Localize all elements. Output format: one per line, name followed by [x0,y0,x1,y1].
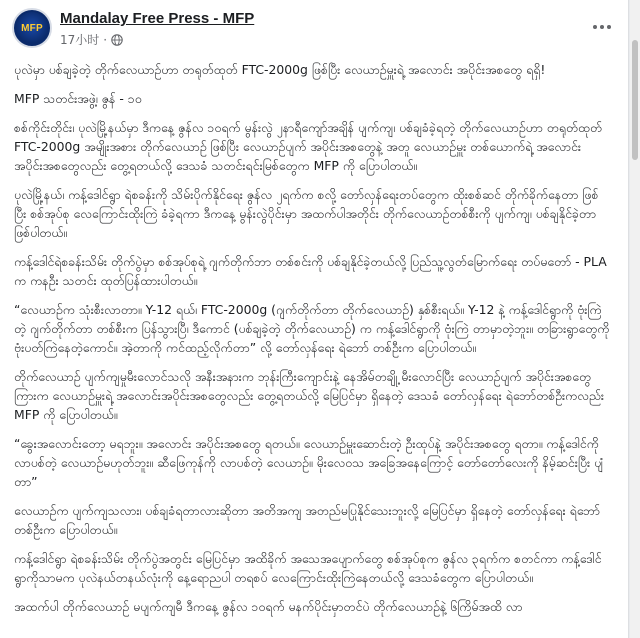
post-body [14,60,610,626]
more-options-button[interactable] [586,8,618,40]
post-header [0,0,628,56]
avatar[interactable] [12,8,52,48]
post-paragraph: လေယာဉ်က ပျက်ကျသလား၊ ပစ်ချခံရတာလားဆိုတာ အတိအကျ အတည်မပြုနိုင်သေးဘူးလို့ မြေပြင်မှာ ရှိနေတဲ့ တော်လှန်ရေး ရဲဘော်တစ်ဦးက ပြောပါတယ်။ [14,503,601,537]
post-paragraph: ကန့်ဒေါင်ရွာ ရဲစခန်းသိမ်း တိုက်ပွဲအတွင်း မြေပြင်မှာ အထိခိုက် အသေအပျောက်တွေ စစ်အုပ်စုက ဇွန်လ ၃ရက်က စတင်ကာ ကန့်ဒေါင်ရွာကိုသာမက ပုလဲနယ်တနယ်လုံးကို နေ့ရောညပါ တရစပ် လေကြောင်းထိုးကြဲနေတယ်လို့ ဒေသခံတွေက ပြောပါတယ်။ [14,551,602,585]
scrollbar-thumb[interactable] [632,40,638,160]
post-meta [60,31,123,48]
post-time[interactable]: 17小时 [60,33,100,47]
avatar-text: MFP [21,22,43,34]
avatar-logo [16,12,48,44]
meta-separator: · [103,32,108,47]
post-quote: “ခွေးအလောင်းတော့ မရဘူး။ အလောင်း အပိုင်းအစတွေ ရတယ်။ လေယာဉ်မှူးဆောင်းတဲ့ ဦးထုပ်နဲ့ အပိုင်းအစတွေ ရတာ။ ကန့်ဒေါင်ကို လာပစ်တဲ့ လေယာဉ်မဟုတ်ဘူး။ ဆီဖြေကုန်ကို လာပစ်တဲ့ လေယာဉ်။ မိုးလေဝသ အခြေအနေကြောင့် တော်တော်လေးကို နိမ့်ဆင်းပြီး ပျံတာ” [14,436,604,489]
post-paragraph: ကန့်ဒေါင်ရဲစခန်းသိမ်း တိုက်ပွဲမှာ စစ်အုပ်စုရဲ့ ဂျက်တိုက်ဘာ တစ်စင်းကို ပစ်ချနိုင်ခဲ့တယ်လို့ ပြည်သူ့လွတ်မြောက်ရေး တပ်မတော် - PLA က ကနဦး သတင်း ထုတ်ပြန်ထားပါတယ်။ [14,254,607,288]
post-paragraph: အထက်ပါ တိုက်လေယာဉ် မပျက်ကျမီ ဒီကနေ့ ဇွန်လ ၁၀ရက် မနက်ပိုင်းမှာတင်ပဲ တိုက်လေယာဉ်နဲ့ ၆ကြိမ်အထိ လာ [14,599,523,614]
post-paragraph: စစ်ကိုင်းတိုင်း၊ ပုလဲမြို့နယ်မှာ ဒီကနေ့ ဇွန်လ ၁၀ရက် မွန်းလွဲ ၂နာရီကျော်အချိန် ပျက်ကျ၊ ပစ်ချခံခဲ့ရတဲ့ တိုက်လေယာဉ်ဟာ တရုတ်ထုတ် FTC-2000g အမျိုးအစား တိုက်လေယာဉ် ဖြစ်ပြီး လေယာဉ်ပျက် အပိုင်းအစတွေနဲ့ အတူ လေယာဉ်မှူး တစ်ယောက်ရဲ့ အလောင်းအပိုင်းအစတွေလည်း တွေ့ရတယ်လို့ ဒေသခံ သတင်းရင်းမြစ်တွေက MFP ကို ပြောပါတယ်။ [14,120,603,173]
post-quote: “လေယာဉ်က သုံးစီးလာတာ။ Y-12 ရယ်၊ FTC-2000g (ဂျက်တိုက်တာ တိုက်လေယာဉ်) နှစ်စီးရယ်။ Y-12 နဲ့ ကန့်ဒေါင်ရွာကို ဗုံးကြဲတဲ့ ဂျက်တိုက်တာ တစ်စီးက ပြန်သွားပြီ၊ ဒီကောင် (ပစ်ချခဲ့တဲ့ တိုက်လေယာဉ်) က ကန့်ဒေါင်ရွာကို ဗုံးကြဲ တာမှာတဲ့ဘူး။ တခြားရွာတွေကို ဗုံးပတ်ကြဲနေတဲ့ကောင်။ အဲ့တာကို ကင်ထည့်လိုက်တာ” လို့ တော်လှန်ရေး ရဲဘော် တစ်ဦးက ပြောပါတယ်။ [14,302,610,355]
post-headline: ပုလဲမှာ ပစ်ချခဲ့တဲ့ တိုက်လေယာဉ်ဟာ တရုတ်ထုတ် FTC-2000g ဖြစ်ပြီး လေယာဉ်မှူးရဲ့ အလောင်း အပိုင်းအစတွေ ရရှိ! [14,62,546,77]
post-paragraph: ပုလဲမြို့နယ်၊ ကန့်ဒေါင်ရွာ ရဲစခန်းကို သိမ်းပိုက်နိုင်ရေး ဇွန်လ ၂ရက်က စလို့ တော်လှန်ရေးတပ်တွေက ထိုးစစ်ဆင် တိုက်ခိုက်နေတာ ဖြစ်ပြီး စစ်အုပ်စု လေကြောင်းထိုးကြဲ ခံခဲ့ရကာ ဒီကနေ့ မွန်းလွဲပိုင်းမှာ အထက်ပါအတိုင်း တိုက်လေယာဉ်တစ်စီးကို ပျက်ကျ၊ ပစ်ချနိုင်ခဲ့တာ ဖြစ်ပါတယ်။ [14,187,599,240]
post-paragraph: တိုက်လေယာဉ် ပျက်ကျမှုမီးလောင်သလို အနီးအနားက ဘုန်းကြီးကျောင်းနဲ့ နေအိမ်တချို့ မီးလောင်ပြီး လေယာဉ်ပျက် အပိုင်းအစတွေကြားက လေယာဉ်မှူးရဲ့ အလောင်းအပိုင်းအစတွေလည်း တွေ့ရတယ်လို့ မြေပြင်မှာ ရှိနေတဲ့ ဒေသခံ တော်လှန်ရေး ရဲဘော်တစ်ဦးကလည်း MFP ကို ပြောပါတယ်။ [14,369,605,422]
more-icon [592,15,612,34]
scrollbar[interactable] [630,0,640,638]
post-dateline: MFP သတင်းအဖွဲ့၊ ဇွန် - ၁၀ [14,91,142,106]
page-name-link[interactable]: Mandalay Free Press - MFP [60,10,255,27]
globe-icon[interactable] [111,34,123,46]
